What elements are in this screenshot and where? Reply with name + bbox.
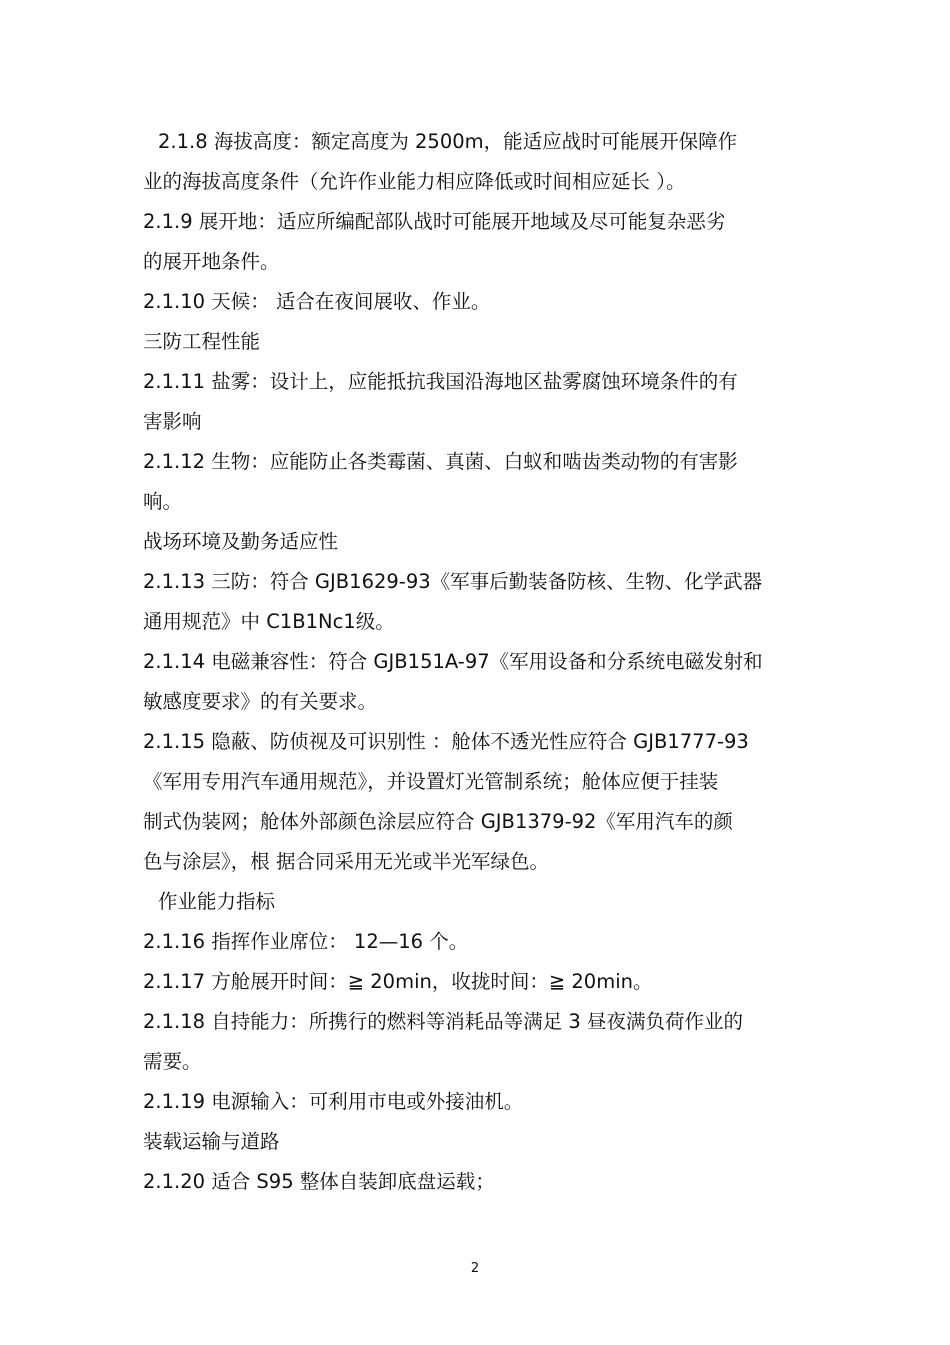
text-line: 敏感度要求》的有关要求。 xyxy=(143,690,378,713)
section-heading: 战场环境及勤务适应性 xyxy=(143,530,339,553)
text-line: 2.1.17 方舱展开时间：≧ 20min，收拢时间：≧ 20min。 xyxy=(143,970,653,993)
text-line: 2.1.15 隐蔽、防侦视及可识别性 ：舱体不透光性应符合 GJB1777-93 xyxy=(143,730,749,753)
text-line: 的展开地条件。 xyxy=(143,250,280,273)
text-line: 2.1.16 指挥作业席位： 12—16 个。 xyxy=(143,930,469,953)
text-line: 2.1.19 电源输入：可利用市电或外接油机。 xyxy=(143,1090,524,1113)
text-line: 色与涂层》，根 据合同采用无光或半光军绿色。 xyxy=(143,850,549,873)
text-line: 业的海拔高度条件（允许作业能力相应降低或时间相应延长 ）。 xyxy=(143,170,686,193)
text-line: 2.1.18 自持能力：所携行的燃料等消耗品等满足 3 昼夜满负荷作业的 xyxy=(143,1010,744,1033)
text-line: 2.1.10 天候： 适合在夜间展收、作业。 xyxy=(143,290,491,313)
page-number: 2 xyxy=(470,1261,480,1276)
text-line: 《军用专用汽车通用规范》，并设置灯光管制系统；舱体应便于挂装 xyxy=(143,770,719,793)
text-line: 需要。 xyxy=(143,1050,202,1073)
text-line: 2.1.13 三防：符合 GJB1629-93《军事后勤装备防核、生物、化学武器 xyxy=(143,570,763,593)
text-line: 2.1.9 展开地：适应所编配部队战时可能展开地域及尽可能复杂恶劣 xyxy=(143,210,726,233)
section-heading: 三防工程性能 xyxy=(143,330,261,353)
text-line: 响。 xyxy=(143,490,183,513)
text-line: 2.1.8 海拔高度：额定高度为 2500m，能适应战时可能展开保障作 xyxy=(158,130,738,153)
text-line: 通用规范》中 C1B1Nc1级。 xyxy=(143,610,395,633)
section-heading: 装载运输与道路 xyxy=(143,1130,280,1153)
text-line: 害影响 xyxy=(143,410,202,433)
text-line: 2.1.20 适合 S95 整体自装卸底盘运载； xyxy=(143,1170,495,1193)
section-heading: 作业能力指标 xyxy=(158,890,276,913)
text-line: 2.1.12 生物：应能防止各类霉菌、真菌、白蚁和啮齿类动物的有害影 xyxy=(143,450,738,473)
text-line: 2.1.11 盐雾：设计上，应能抵抗我国沿海地区盐雾腐蚀环境条件的有 xyxy=(143,370,738,393)
text-line: 2.1.14 电磁兼容性：符合 GJB151A-97《军用设备和分系统电磁发射和 xyxy=(143,650,763,673)
text-line: 制式伪装网；舱体外部颜色涂层应符合 GJB1379-92《军用汽车的颜 xyxy=(143,810,733,833)
